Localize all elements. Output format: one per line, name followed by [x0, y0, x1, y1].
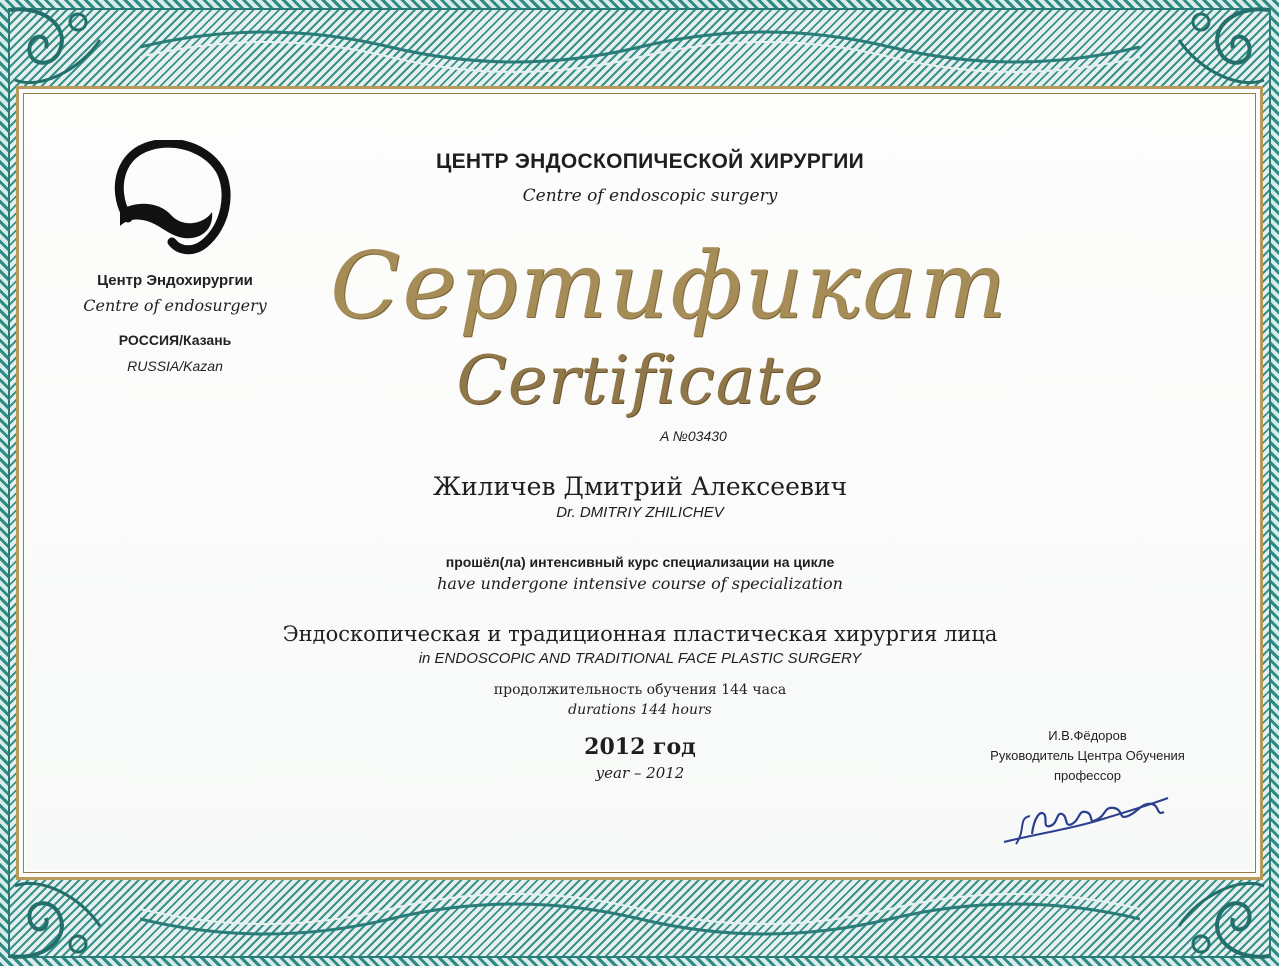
bottom-border-ornament — [140, 884, 1140, 954]
handwritten-signature — [996, 788, 1176, 850]
signatory-position: Руководитель Центра Обучения — [990, 748, 1185, 763]
corner-ornament-bottom-right — [1159, 866, 1279, 966]
signatory-name: И.В.Фёдоров — [1048, 728, 1127, 743]
year-en: year – 2012 — [595, 764, 685, 782]
recipient-name-en: Dr. DMITRIY ZHILICHEV — [556, 504, 724, 521]
recipient-name-ru: Жиличев Дмитрий Алексеевич — [432, 472, 848, 501]
certificate-title-ru: Сертификат — [330, 232, 1009, 339]
logo-name-en: Centre of endosurgery — [83, 296, 267, 315]
corner-ornament-top-right — [1159, 0, 1279, 100]
course-statement-en: have undergone intensive course of specialization — [437, 574, 843, 593]
year-ru: 2012 год — [584, 734, 696, 760]
organization-name-ru: ЦЕНТР ЭНДОСКОПИЧЕСКОЙ ХИРУРГИИ — [435, 150, 865, 173]
duration-ru: продолжительность обучения 144 часа — [493, 682, 787, 698]
specialty-ru: Эндоскопическая и традиционная пластическая хирургия лица — [282, 622, 998, 646]
certificate-number: A №03430 — [660, 428, 727, 444]
top-border-ornament — [140, 12, 1140, 82]
corner-ornament-bottom-left — [0, 866, 120, 966]
signatory-title: профессор — [1053, 768, 1122, 783]
endosurgery-logo-icon — [108, 140, 232, 258]
organization-name-en: Centre of endoscopic surgery — [522, 186, 778, 206]
duration-en: durations 144 hours — [568, 702, 712, 718]
logo-name-ru: Центр Эндохирургии — [97, 272, 253, 289]
certificate-title-en: Certificate — [456, 342, 824, 419]
logo-country-ru: РОССИЯ/Казань — [118, 332, 232, 348]
specialty-en: in ENDOSCOPIC AND TRADITIONAL FACE PLASTIC SURGERY — [418, 650, 862, 667]
logo-country-en: RUSSIA/Kazan — [127, 358, 223, 374]
course-statement-ru: прошёл(ла) интенсивный курс специализации на цикле — [445, 554, 835, 570]
corner-ornament-top-left — [0, 0, 120, 100]
